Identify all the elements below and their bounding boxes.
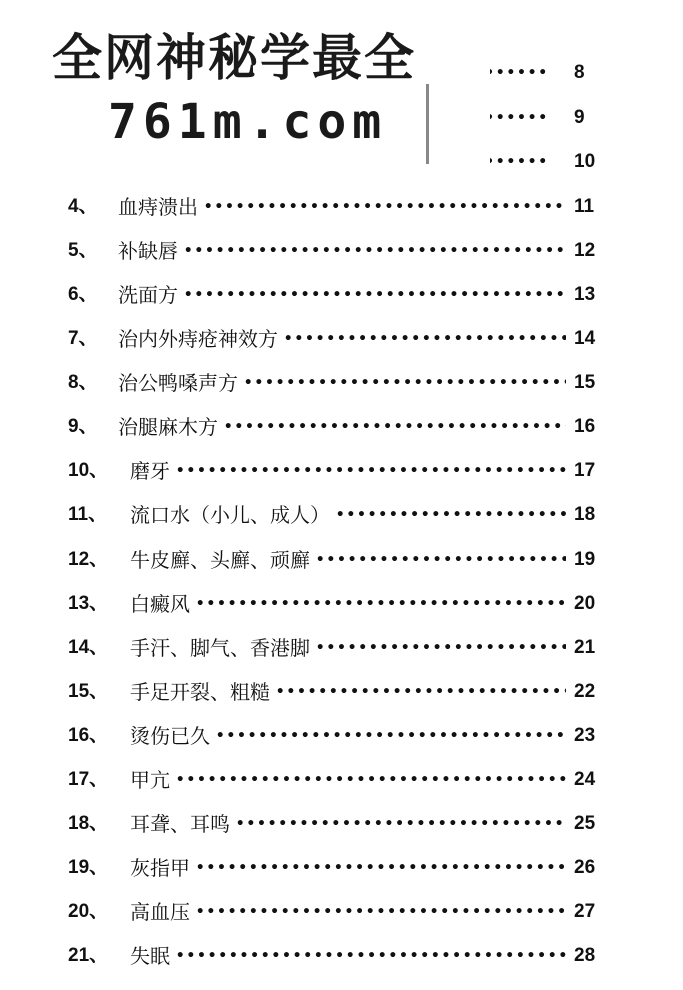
- toc-entry[interactable]: [68, 192, 608, 222]
- toc-entry[interactable]: [68, 456, 608, 486]
- toc-entry[interactable]: [68, 897, 608, 927]
- toc-entry-number: 16、: [68, 725, 109, 746]
- toc-entry-page: 27: [574, 901, 596, 922]
- toc-entry-page: 8: [574, 62, 585, 83]
- toc-entry-number: 9、: [68, 416, 98, 437]
- toc-entry-number: 20、: [68, 901, 109, 922]
- toc-entry-page: 13: [574, 284, 596, 305]
- toc-entry-title: 甲亢: [130, 768, 170, 792]
- toc-entry-number: 10、: [68, 460, 109, 481]
- toc-entry-title: 牛皮廯、头廯、顽廯: [130, 548, 310, 572]
- toc-entry-number: 11、: [68, 504, 108, 525]
- toc-entry-number: 18、: [68, 813, 109, 834]
- toc-entry-number: 12、: [68, 549, 109, 570]
- toc-entry-title: 手汗、脚气、香港脚: [130, 636, 310, 660]
- toc-entry[interactable]: [68, 721, 608, 751]
- toc-entry-page: 20: [574, 593, 596, 614]
- toc-entry-number: 17、: [68, 769, 109, 790]
- toc-entry-page: 14: [574, 328, 596, 349]
- toc-entry[interactable]: [68, 545, 608, 575]
- toc-entry[interactable]: [68, 765, 608, 795]
- toc-entry-number: 19、: [68, 857, 109, 878]
- toc-leader-dots: [176, 765, 566, 795]
- toc-entry-title: 手足开裂、粗糙: [130, 680, 270, 704]
- toc-entry[interactable]: [68, 809, 608, 839]
- toc-entry-page: 16: [574, 416, 596, 437]
- toc-leader-dots: [184, 236, 566, 266]
- toc-entry-title: 治内外痔疮神效方: [118, 327, 278, 351]
- toc-entry[interactable]: [68, 412, 608, 442]
- toc-entry-title: 灰指甲: [130, 856, 190, 880]
- toc-entry[interactable]: [68, 853, 608, 883]
- toc-entry[interactable]: [68, 500, 608, 530]
- toc-leader-dots: [216, 721, 566, 751]
- toc-entry-page: 26: [574, 857, 596, 878]
- toc-entry-number: 6、: [68, 284, 98, 305]
- toc-entry-page: 17: [574, 460, 596, 481]
- toc-leader-dots: [204, 192, 566, 222]
- toc-entry-number: 4、: [68, 196, 98, 217]
- toc-entry-title: 流口水（小儿、成人）: [130, 503, 330, 527]
- toc-entry-page: 9: [574, 107, 585, 128]
- toc-entry-title: 失眠: [130, 944, 170, 968]
- toc-entry-number: 5、: [68, 240, 98, 261]
- toc-leader-dots: [196, 853, 566, 883]
- toc-entry-title: 磨牙: [130, 459, 170, 483]
- toc-entry-title: 高血压: [130, 900, 190, 924]
- toc-leader-dots: [276, 677, 566, 707]
- toc-entry-number: 7、: [68, 328, 98, 349]
- toc-entry-number: 13、: [68, 593, 109, 614]
- toc-entry-page: 19: [574, 549, 596, 570]
- toc-entry-page: 11: [574, 196, 595, 217]
- toc-leader-dots: [196, 897, 566, 927]
- toc-leader-dots: [244, 368, 566, 398]
- toc-entry-title: 白癜风: [130, 592, 190, 616]
- toc-entry-number: 14、: [68, 637, 109, 658]
- toc-entry[interactable]: [68, 236, 608, 266]
- toc-leader-dots: [184, 280, 566, 310]
- toc-entry-number: 8、: [68, 372, 98, 393]
- toc-leader-dots: [336, 500, 566, 530]
- toc-entry[interactable]: [68, 677, 608, 707]
- toc-entry-page: 28: [574, 945, 596, 966]
- toc-entry-page: 23: [574, 725, 596, 746]
- toc-entry-number: 15、: [68, 681, 109, 702]
- watermark-divider: [426, 84, 429, 164]
- toc-entry[interactable]: [68, 589, 608, 619]
- toc-entry-page: 24: [574, 769, 596, 790]
- toc-leader-dots: [316, 545, 566, 575]
- toc-leader-dots: [316, 633, 566, 663]
- toc-entry-title: 治公鸭嗓声方: [118, 371, 238, 395]
- watermark-url: 761m.com: [108, 94, 388, 150]
- toc-entry[interactable]: [68, 280, 608, 310]
- toc-entry-title: 治腿麻木方: [118, 415, 218, 439]
- toc-entry-number: 21、: [68, 945, 109, 966]
- toc-leader-dots: [176, 941, 566, 971]
- toc-leader-dots: [284, 324, 566, 354]
- toc-entry-title: 耳聋、耳鸣: [130, 812, 230, 836]
- watermark-title: 全网神秘学最全: [52, 29, 416, 87]
- toc-entry-page: 22: [574, 681, 596, 702]
- toc-entry-title: 补缺唇: [118, 239, 178, 263]
- toc-entry-page: 18: [574, 504, 596, 525]
- toc-entry-title: 烫伤已久: [130, 724, 210, 748]
- toc-leader-dots: [196, 589, 566, 619]
- toc-entry[interactable]: [68, 633, 608, 663]
- toc-leader-dots: [176, 456, 566, 486]
- toc-entry-page: 12: [574, 240, 596, 261]
- toc-entry[interactable]: [68, 941, 608, 971]
- toc-entry-page: 21: [574, 637, 596, 658]
- toc-entry-page: 25: [574, 813, 596, 834]
- toc-leader-dots: [224, 412, 566, 442]
- toc-entry[interactable]: [68, 324, 608, 354]
- toc-leader-dots: [236, 809, 566, 839]
- toc-entry-title: 洗面方: [118, 283, 178, 307]
- toc-entry-page: 10: [574, 151, 596, 172]
- watermark-overlay: [38, 12, 490, 172]
- toc-entry-title: 血痔溃出: [118, 195, 198, 219]
- toc-entry-page: 15: [574, 372, 596, 393]
- toc-entry[interactable]: [68, 368, 608, 398]
